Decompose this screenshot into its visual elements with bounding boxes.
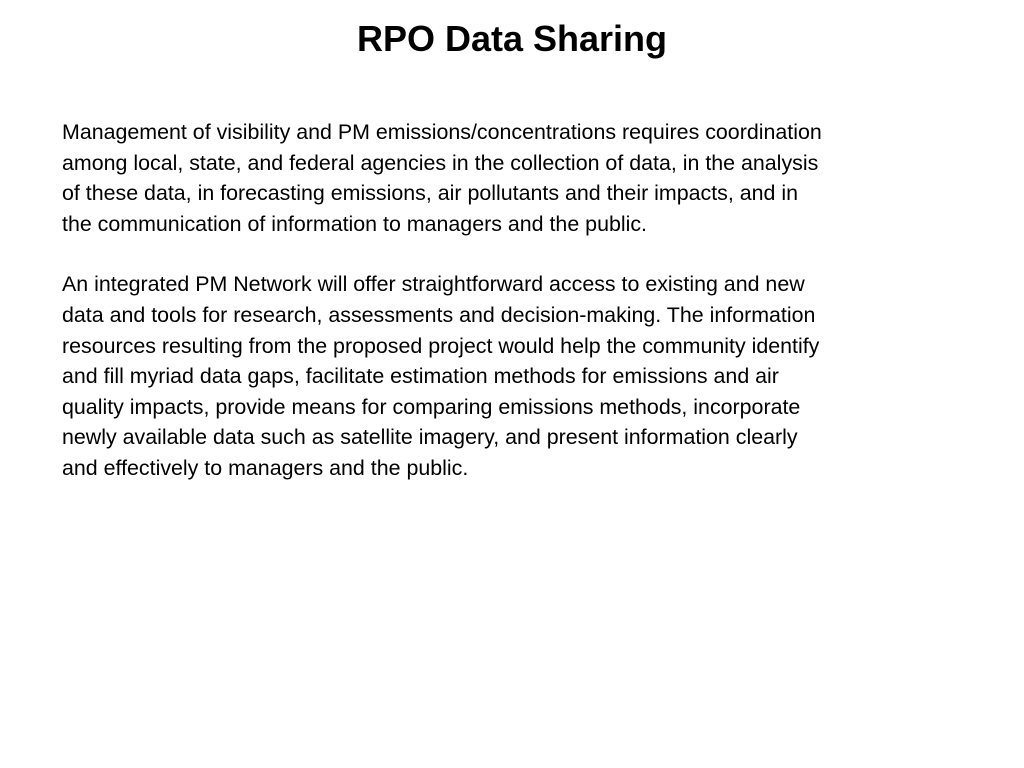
body-paragraph-1: Management of visibility and PM emissions/concentrations requires coordination among local, state, and federal agencies in the collection of data, in the analysis of these data, in forecasting emissions, air pollutants and their impacts, and in the communication of information to managers and the public. xyxy=(62,120,822,236)
body-paragraph-2: An integrated PM Network will offer straightforward access to existing and new data and tools for research, assessments and decision-making. The information resources resulting from the proposed project would help the community identify and fill myriad data gaps, facilitate estimation methods for emissions and air quality impacts, provide means for comparing emissions methods, incorporate newly available data such as satellite imagery, and present information clearly and effectively to managers and the public. xyxy=(62,272,820,480)
slide-body xyxy=(62,117,982,514)
slide-title: RPO Data Sharing xyxy=(356,18,668,59)
